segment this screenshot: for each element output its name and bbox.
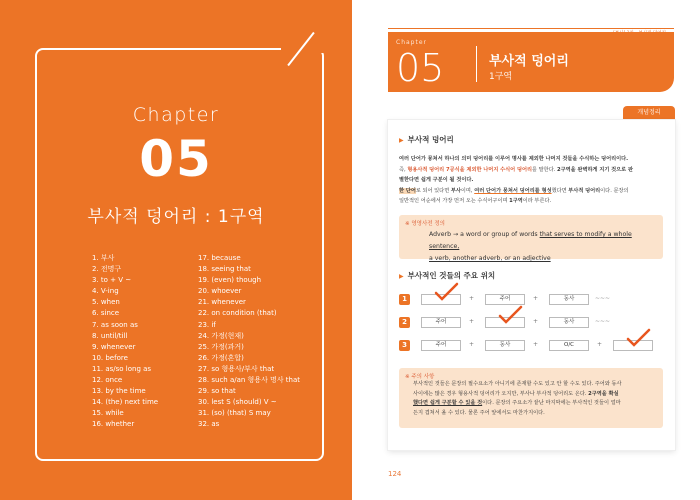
caution-label: ※ 주의 사항 bbox=[405, 374, 435, 380]
list-item: 18. seeing that bbox=[198, 265, 251, 274]
list-item: 12. once bbox=[92, 376, 123, 385]
header-rule bbox=[388, 28, 674, 29]
list-item: 6. since bbox=[92, 309, 120, 318]
triangle-bullet-icon: ▶ bbox=[399, 273, 404, 280]
tilde: ~~~ bbox=[595, 295, 611, 302]
para-line bbox=[399, 196, 659, 207]
caution-bold: 2구역을 확실 bbox=[588, 390, 619, 397]
banner-divider bbox=[476, 46, 477, 82]
list-item: 30. lest S (should) V ~ bbox=[198, 398, 277, 407]
list-item: 4. V-ing bbox=[92, 287, 119, 296]
section-heading bbox=[399, 270, 495, 281]
list-item: 22. on condition (that) bbox=[198, 309, 277, 318]
list-item: 3. to + V ~ bbox=[92, 276, 132, 285]
definition-underline: that serves to modify a whole sentence, bbox=[429, 231, 632, 250]
list-item: 13. by the time bbox=[92, 387, 146, 396]
chapter-label: Chapter bbox=[396, 39, 427, 46]
para-line bbox=[399, 154, 659, 165]
chapter-word: Chapter bbox=[132, 104, 220, 126]
list-item: 9. whenever bbox=[92, 342, 136, 351]
chapter-number: 05 bbox=[139, 130, 213, 188]
section-heading bbox=[399, 134, 454, 145]
para-line bbox=[399, 165, 659, 176]
list-item: 31. (so) (that) S may bbox=[198, 409, 271, 418]
caution-underline: 했다면 쉽게 구분할 수 있을 것 bbox=[413, 400, 483, 407]
tilde: ~~~ bbox=[595, 318, 611, 325]
para-text: 일반적인 어순에서 가장 먼저 오는 수식어구이며 bbox=[399, 198, 510, 204]
plus-sign: + bbox=[469, 295, 475, 302]
list-item: 27. so 형용사/부사 that bbox=[198, 364, 275, 373]
list-item: 25. 가정(과거) bbox=[198, 342, 244, 351]
plus-sign: + bbox=[469, 318, 475, 325]
list-item: 19. (even) though bbox=[198, 276, 262, 285]
row-number: 1 bbox=[399, 294, 410, 305]
para-underline: 여러 단어가 뭉쳐서 덩어리를 형성 bbox=[474, 187, 552, 194]
chapter-title: 부사적 덩어리 : 1구역 bbox=[87, 207, 265, 227]
para-text: 를 말한다. bbox=[532, 166, 558, 173]
list-item: 24. 가정(현재) bbox=[198, 331, 244, 340]
para-line bbox=[399, 186, 659, 197]
dictionary-definition-box bbox=[399, 215, 663, 262]
definition-label: ※ 영영사전 정의 bbox=[405, 221, 445, 227]
para-bold: 부사 bbox=[450, 187, 461, 194]
chapter-title: 부사적 덩어리 bbox=[489, 54, 569, 69]
caution-line bbox=[413, 399, 657, 409]
position-row-2 bbox=[399, 317, 659, 333]
para-text: 여러 단어가 뭉쳐서 하나의 의미 덩어리를 이루어 명사를 제외한 나머지 것들을 수식하는 덩어리이다. bbox=[399, 156, 629, 162]
checkmark-icon bbox=[625, 328, 651, 348]
section-heading-text: 부사적 덩어리 bbox=[407, 135, 454, 144]
para-highlight: 한 단어 bbox=[399, 187, 416, 194]
right-page bbox=[352, 0, 700, 500]
definition-paragraph bbox=[399, 154, 659, 207]
caution-line bbox=[413, 390, 657, 400]
verb-slot: 동사 bbox=[549, 317, 589, 328]
verb-slot: 동사 bbox=[549, 294, 589, 305]
expression-list-a bbox=[92, 253, 158, 431]
chapter-banner bbox=[388, 32, 674, 92]
para-text: 이며, bbox=[460, 187, 475, 194]
para-emphasis: 형용사적 덩어리 7공식을 제외한 나머지 수식어 덩어리 bbox=[407, 166, 533, 173]
definition-text-part: Adverb → a word or group of words bbox=[429, 231, 540, 238]
list-item: 8. until/till bbox=[92, 331, 128, 340]
para-text: 했다면 bbox=[551, 187, 569, 194]
definition-underline: a verb, another adverb, or an adjective bbox=[429, 255, 551, 262]
section-heading-text: 부사적인 것들의 주요 위치 bbox=[407, 271, 496, 280]
row-number: 3 bbox=[399, 340, 410, 351]
para-line bbox=[399, 175, 659, 186]
list-item: 16. whether bbox=[92, 420, 135, 429]
subject-slot: 주어 bbox=[421, 340, 461, 351]
para-bold: 1구역 bbox=[509, 198, 523, 204]
list-item: 15. while bbox=[92, 409, 124, 418]
chapter-subtitle: 1구역 bbox=[489, 72, 513, 82]
para-text: 로 되어 있다면 bbox=[415, 187, 451, 194]
caution-text bbox=[413, 380, 657, 418]
caution-box bbox=[399, 368, 663, 428]
checkmark-icon bbox=[433, 282, 459, 302]
list-item: 11. as/so long as bbox=[92, 364, 152, 373]
para-text: 이라 부른다. bbox=[522, 198, 552, 204]
chapter-number: 05 bbox=[396, 46, 445, 90]
list-item: 14. (the) next time bbox=[92, 398, 159, 407]
caution-line: 부사적인 것들은 문장의 필수요소가 아니기에 존재할 수도 있고 안 할 수도 있다. 주어와 동사 bbox=[413, 381, 622, 387]
list-item: 5. when bbox=[92, 298, 120, 307]
para-bold: 부사적 덩어리 bbox=[568, 187, 601, 194]
list-item: 20. whoever bbox=[198, 287, 242, 296]
list-item: 21. whenever bbox=[198, 298, 246, 307]
verb-slot: 동사 bbox=[485, 340, 525, 351]
list-item: 10. before bbox=[92, 353, 128, 362]
page-number: 124 bbox=[388, 470, 402, 478]
caution-text-part: 사이에는 많은 경우 형용사적 덩어리가 오지만, 부사나 부사적 덩어리도 온다. bbox=[413, 390, 589, 397]
list-item: 26. 가정(혼합) bbox=[198, 353, 244, 362]
row-number: 2 bbox=[399, 317, 410, 328]
list-item: 32. as bbox=[198, 420, 220, 429]
checkmark-icon bbox=[497, 305, 523, 325]
position-row-1 bbox=[399, 294, 659, 310]
para-text: 즉, bbox=[399, 166, 408, 173]
caution-text-part: 이다. 문장의 주요소가 끝난 마지막에는 부사적인 것들이 얼마 bbox=[482, 400, 621, 407]
object-complement-slot: O/C bbox=[549, 340, 589, 351]
plus-sign: + bbox=[469, 341, 475, 348]
plus-sign: + bbox=[533, 295, 539, 302]
list-item: 17. because bbox=[198, 254, 241, 262]
caution-line: 든지 겹쳐서 올 수 있다. 물론 주어 앞에서도 마찬가지이다. bbox=[413, 409, 545, 416]
list-item: 7. as soon as bbox=[92, 320, 138, 329]
definition-text bbox=[429, 229, 659, 265]
para-text: 이다. 문장의 bbox=[600, 187, 629, 194]
plus-sign: + bbox=[533, 341, 539, 348]
para-bold: 2구역을 완벽하게 지기 것으로 판 bbox=[557, 166, 633, 173]
position-row-3 bbox=[399, 340, 659, 356]
list-item: 23. if bbox=[198, 320, 216, 329]
expression-list-b bbox=[198, 253, 300, 431]
subject-slot: 주어 bbox=[485, 294, 525, 305]
list-item: 29. so that bbox=[198, 387, 236, 396]
list-item: 28. such a/an 형용사 명사 that bbox=[198, 376, 301, 385]
list-item: 1. 부사 bbox=[92, 254, 115, 262]
plus-sign: + bbox=[597, 341, 603, 348]
list-item: 2. 전명구 bbox=[92, 265, 122, 274]
plus-sign: + bbox=[533, 318, 539, 325]
concept-tag: 개념정리 bbox=[623, 106, 675, 120]
triangle-bullet-icon: ▶ bbox=[399, 137, 404, 144]
subject-slot: 주어 bbox=[421, 317, 461, 328]
para-bold: 별한다면 쉽게 구분이 될 것이다. bbox=[399, 177, 474, 183]
